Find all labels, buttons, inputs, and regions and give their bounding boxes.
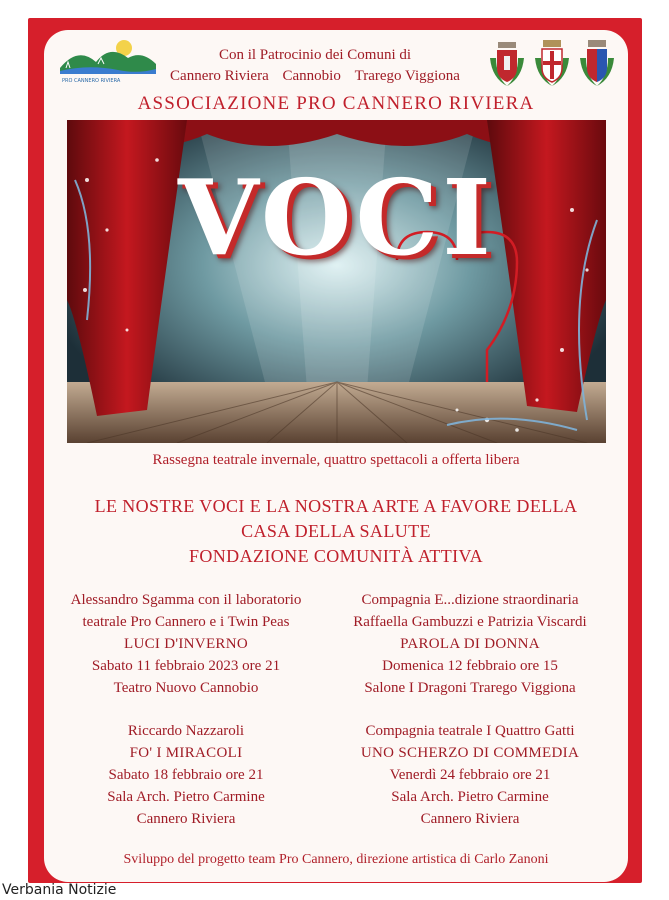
show-date: Domenica 12 febbraio ore 15 bbox=[382, 658, 558, 674]
hero-title: VOCI bbox=[178, 156, 495, 279]
mission-line-3: FONDAZIONE COMUNITÀ ATTIVA bbox=[188, 546, 484, 566]
show-date: Sabato 11 febbraio 2023 ore 21 bbox=[91, 658, 281, 674]
show-performer: Compagnia teatrale I Quattro Gatti bbox=[365, 723, 575, 739]
show-venue: Cannero Riviera bbox=[420, 811, 520, 827]
show-performer: Alessandro Sgamma con il laboratorio bbox=[70, 592, 302, 608]
show-date: Venerdì 24 febbraio ore 21 bbox=[389, 767, 551, 783]
patronage-block bbox=[150, 45, 480, 87]
show-title: UNO SCHERZO DI COMMEDIA bbox=[360, 745, 580, 761]
show-venue: Cannero Riviera bbox=[136, 811, 236, 827]
mission-statement bbox=[44, 494, 628, 569]
show-performer: Compagnia E...dizione straordinaria bbox=[361, 592, 579, 608]
project-credits: Sviluppo del progetto team Pro Cannero, direzione artistica di Carlo Zanoni bbox=[123, 852, 549, 867]
show-title: PAROLA DI DONNA bbox=[400, 636, 540, 652]
source-caption: Verbania Notizie bbox=[2, 882, 117, 898]
patronage-line: Con il Patrocinio dei Comuni di bbox=[218, 47, 412, 63]
municipality-cannobio: Cannobio bbox=[282, 68, 341, 84]
mission-line-2: CASA DELLA SALUTE bbox=[241, 521, 431, 541]
lake-mountains-icon bbox=[58, 38, 158, 84]
municipalities bbox=[150, 66, 480, 87]
show-performer: teatrale Pro Cannero e i Twin Peas bbox=[82, 614, 290, 630]
show-title: LUCI D'INVERNO bbox=[124, 636, 248, 652]
show-title: FO' I MIRACOLI bbox=[129, 745, 243, 761]
municipality-cannero: Cannero Riviera bbox=[170, 68, 269, 84]
show-date: Sabato 18 febbraio ore 21 bbox=[108, 767, 264, 783]
crest-cannero-icon bbox=[486, 36, 528, 90]
show-performer: Riccardo Nazzaroli bbox=[127, 723, 245, 739]
crest-cannobio-icon bbox=[531, 36, 573, 90]
show-venue: Teatro Nuovo Cannobio bbox=[113, 680, 259, 696]
show-card bbox=[36, 589, 336, 699]
festival-subtitle: Rassegna teatrale invernale, quattro spettacoli a offerta libera bbox=[152, 452, 520, 468]
crest-trarego-icon bbox=[576, 36, 618, 90]
pro-cannero-logo bbox=[58, 38, 158, 84]
show-card bbox=[36, 720, 336, 830]
logo-caption: PRO CANNERO RIVIERA bbox=[62, 78, 121, 84]
show-venue: Sala Arch. Pietro Carmine bbox=[107, 789, 265, 805]
municipality-trarego: Trarego Viggiona bbox=[354, 68, 460, 84]
municipal-crests bbox=[486, 36, 618, 90]
show-card bbox=[320, 589, 620, 699]
show-card bbox=[320, 720, 620, 830]
show-venue: Salone I Dragoni Trarego Viggiona bbox=[364, 680, 576, 696]
association-name: ASSOCIAZIONE PRO CANNERO RIVIERA bbox=[137, 93, 535, 114]
show-venue: Sala Arch. Pietro Carmine bbox=[391, 789, 549, 805]
show-performer: Raffaella Gambuzzi e Patrizia Viscardi bbox=[353, 614, 587, 630]
mission-line-1: LE NOSTRE VOCI E LA NOSTRA ARTE A FAVORE DELLA bbox=[94, 496, 578, 516]
